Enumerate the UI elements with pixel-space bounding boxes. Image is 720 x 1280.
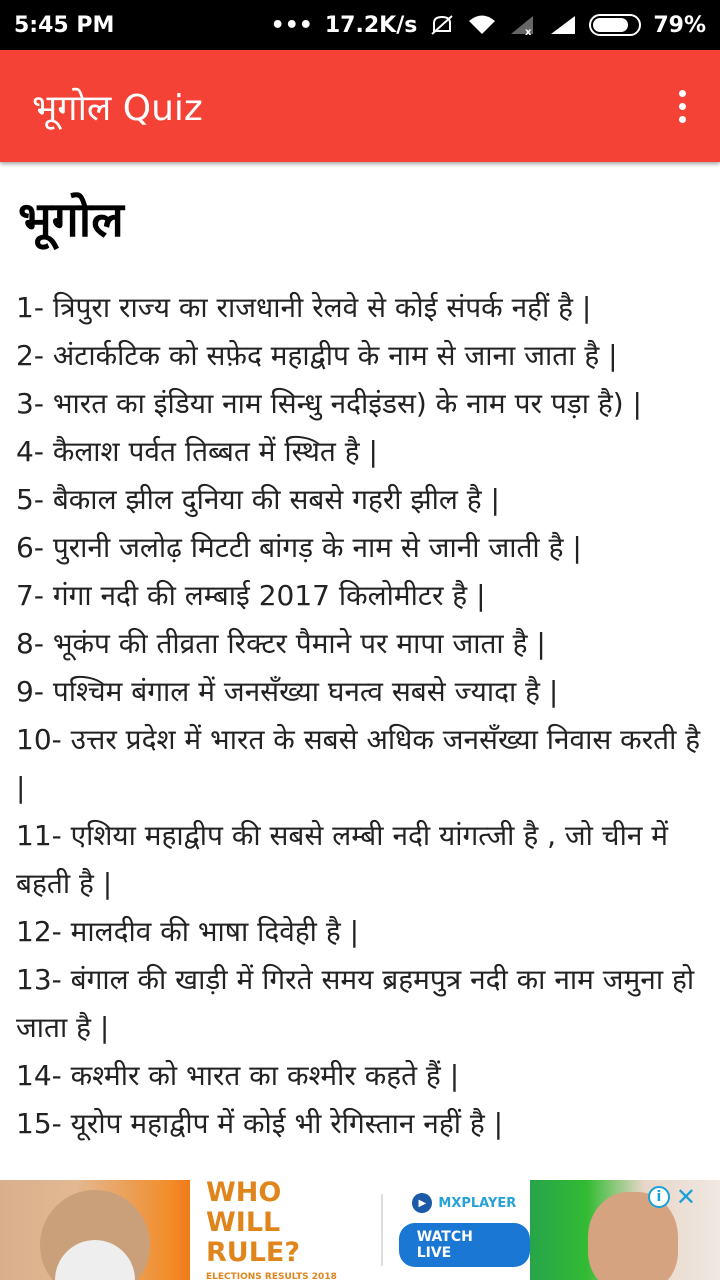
ad-brand-block — [399, 1193, 530, 1267]
ad-headline-line2: RULE? — [206, 1237, 301, 1268]
mxplayer-logo — [412, 1193, 516, 1213]
fact-item: 15- यूरोप महाद्वीप में कोई भी रेगिस्तान नहीं है | — [16, 1107, 504, 1140]
fact-item: 4- कैलाश पर्वत तिब्बत में स्थित है | — [16, 435, 378, 468]
fact-item: 6- पुरानी जलोढ़ मिटटी बांगड़ के नाम से जानी जाती है | — [16, 531, 582, 564]
mute-icon — [429, 13, 455, 37]
fact-item: 2- अंटार्कटिक को सफ़ेद महाद्वीप के नाम से जाना जाता है | — [16, 339, 618, 372]
watch-live-button[interactable]: WATCH LIVE — [399, 1223, 530, 1267]
fact-item: 7- गंगा नदी की लम्बाई 2017 किलोमीटर है | — [16, 579, 486, 612]
ad-banner[interactable] — [0, 1180, 720, 1280]
ad-headline-line1: WHO WILL — [206, 1180, 282, 1238]
ad-left-photo — [0, 1180, 190, 1280]
battery-icon — [589, 14, 641, 36]
ad-info-icon[interactable]: i — [648, 1186, 670, 1208]
quiz-content[interactable] — [0, 162, 720, 1178]
network-speed: 17.2K/s — [324, 12, 418, 38]
signal-icon-sim1 — [509, 14, 537, 36]
play-icon: ▶ — [412, 1193, 432, 1213]
fact-item: 3- भारत का इंडिया नाम सिन्धु नदीइंडस) के नाम पर पड़ा है) | — [16, 387, 642, 420]
ad-controls — [648, 1183, 696, 1211]
signal-icon-sim2 — [549, 14, 577, 36]
network-activity-icon: ••• — [270, 12, 313, 38]
fact-item: 14- कश्मीर को भारत का कश्मीर कहते हैं | — [16, 1059, 460, 1092]
ad-middle — [190, 1180, 530, 1280]
fact-item: 1- त्रिपुरा राज्य का राजधानी रेलवे से कोई संपर्क नहीं है | — [16, 291, 592, 324]
menu-dot — [679, 90, 686, 97]
fact-item: 13- बंगाल की खाड़ी में गिरते समय ब्रहमपुत्र नदी का नाम जमुना हो जाता है | — [16, 963, 695, 1044]
app-title: भूगोल Quiz — [32, 87, 203, 129]
ad-close-icon[interactable]: ✕ — [675, 1183, 696, 1211]
battery-percent: 79% — [653, 12, 706, 38]
overflow-menu-icon[interactable] — [677, 82, 688, 131]
ad-subline: ELECTIONS RESULTS 2018 — [206, 1272, 337, 1280]
svg-text:x: x — [525, 27, 532, 36]
fact-item: 10- उत्तर प्रदेश में भारत के सबसे अधिक जनसँख्या निवास करती है | — [16, 723, 701, 804]
fact-item: 11- एशिया महाद्वीप की सबसे लम्बी नदी यांगत्जी है , जो चीन में बहती है | — [16, 819, 669, 900]
app-bar — [0, 50, 720, 162]
ad-divider — [381, 1194, 383, 1266]
ad-brand: MXPLAYER — [438, 1195, 517, 1211]
status-icons — [271, 13, 706, 38]
ad-headline — [206, 1180, 365, 1280]
page-heading: भूगोल — [18, 192, 124, 248]
fact-item: 12- मालदीव की भाषा दिवेही है | — [16, 915, 360, 948]
menu-dot — [679, 116, 686, 123]
fact-item: 8- भूकंप की तीव्रता रिक्टर पैमाने पर मापा जाता है | — [16, 627, 546, 660]
fact-item: 9- पश्चिम बंगाल में जनसँख्या घनत्व सबसे ज्यादा है | — [16, 675, 559, 708]
fact-item: 5- बैकाल झील दुनिया की सबसे गहरी झील है | — [16, 483, 500, 516]
status-time: 5:45 PM — [14, 12, 115, 38]
menu-dot — [679, 103, 686, 110]
status-bar — [0, 0, 720, 50]
wifi-icon — [467, 14, 497, 36]
